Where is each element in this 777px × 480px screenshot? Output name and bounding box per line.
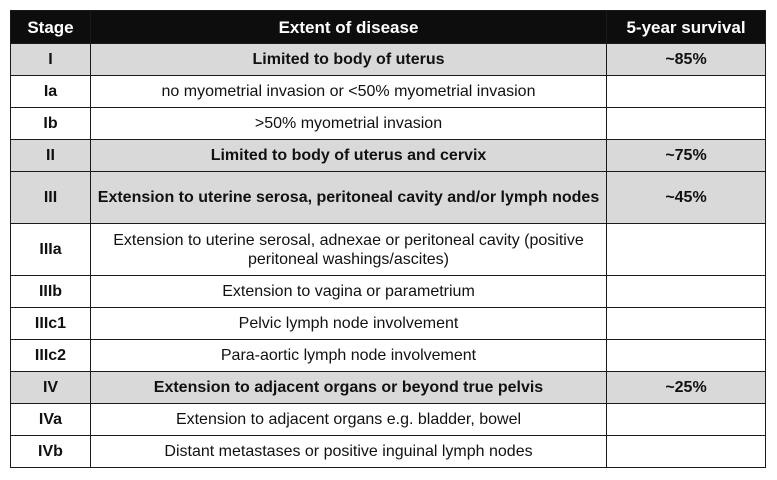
stage-cell: III xyxy=(11,172,91,224)
survival-cell xyxy=(607,404,766,436)
table-row-stage-iva xyxy=(11,404,766,436)
extent-cell: Pelvic lymph node involvement xyxy=(91,308,607,340)
survival-cell: ~45% xyxy=(607,172,766,224)
extent-cell: Extension to uterine serosal, adnexae or peritoneal cavity (positive peritoneal washings/ascites) xyxy=(91,224,607,276)
survival-cell xyxy=(607,436,766,468)
extent-cell: Extension to adjacent organs or beyond true pelvis xyxy=(91,372,607,404)
stage-cell: I xyxy=(11,44,91,76)
stage-cell: IV xyxy=(11,372,91,404)
table-row-stage-iiib xyxy=(11,276,766,308)
header-row xyxy=(11,11,766,44)
extent-cell: Distant metastases or positive inguinal lymph nodes xyxy=(91,436,607,468)
stage-cell: Ib xyxy=(11,108,91,140)
extent-cell: >50% myometrial invasion xyxy=(91,108,607,140)
stage-cell: IIIb xyxy=(11,276,91,308)
table-row-stage-iiia xyxy=(11,224,766,276)
stage-cell: IIIa xyxy=(11,224,91,276)
survival-cell xyxy=(607,108,766,140)
survival-cell xyxy=(607,76,766,108)
survival-cell: ~75% xyxy=(607,140,766,172)
table-row-stage-ivb xyxy=(11,436,766,468)
survival-cell xyxy=(607,224,766,276)
table-row-stage-ib xyxy=(11,108,766,140)
stage-cell: IIIc2 xyxy=(11,340,91,372)
extent-cell: Extension to vagina or parametrium xyxy=(91,276,607,308)
stage-cell: II xyxy=(11,140,91,172)
header-stage: Stage xyxy=(11,11,91,44)
stage-cell: IVa xyxy=(11,404,91,436)
survival-cell xyxy=(607,276,766,308)
table-row-stage-ia xyxy=(11,76,766,108)
extent-cell: Limited to body of uterus xyxy=(91,44,607,76)
table-row-stage-iiic2 xyxy=(11,340,766,372)
staging-table xyxy=(10,10,766,468)
table-row-stage-iv xyxy=(11,372,766,404)
extent-cell: no myometrial invasion or <50% myometrial invasion xyxy=(91,76,607,108)
extent-cell: Limited to body of uterus and cervix xyxy=(91,140,607,172)
header-extent: Extent of disease xyxy=(91,11,607,44)
table-row-stage-ii xyxy=(11,140,766,172)
stage-cell: Ia xyxy=(11,76,91,108)
table-row-stage-iii xyxy=(11,172,766,224)
survival-cell xyxy=(607,340,766,372)
extent-cell: Para-aortic lymph node involvement xyxy=(91,340,607,372)
stage-cell: IIIc1 xyxy=(11,308,91,340)
survival-cell: ~85% xyxy=(607,44,766,76)
survival-cell: ~25% xyxy=(607,372,766,404)
table-row-stage-i xyxy=(11,44,766,76)
stage-cell: IVb xyxy=(11,436,91,468)
extent-cell: Extension to uterine serosa, peritoneal cavity and/or lymph nodes xyxy=(91,172,607,224)
table-row-stage-iiic1 xyxy=(11,308,766,340)
header-survival: 5-year survival xyxy=(607,11,766,44)
survival-cell xyxy=(607,308,766,340)
staging-table-container xyxy=(10,10,765,468)
extent-cell: Extension to adjacent organs e.g. bladder, bowel xyxy=(91,404,607,436)
